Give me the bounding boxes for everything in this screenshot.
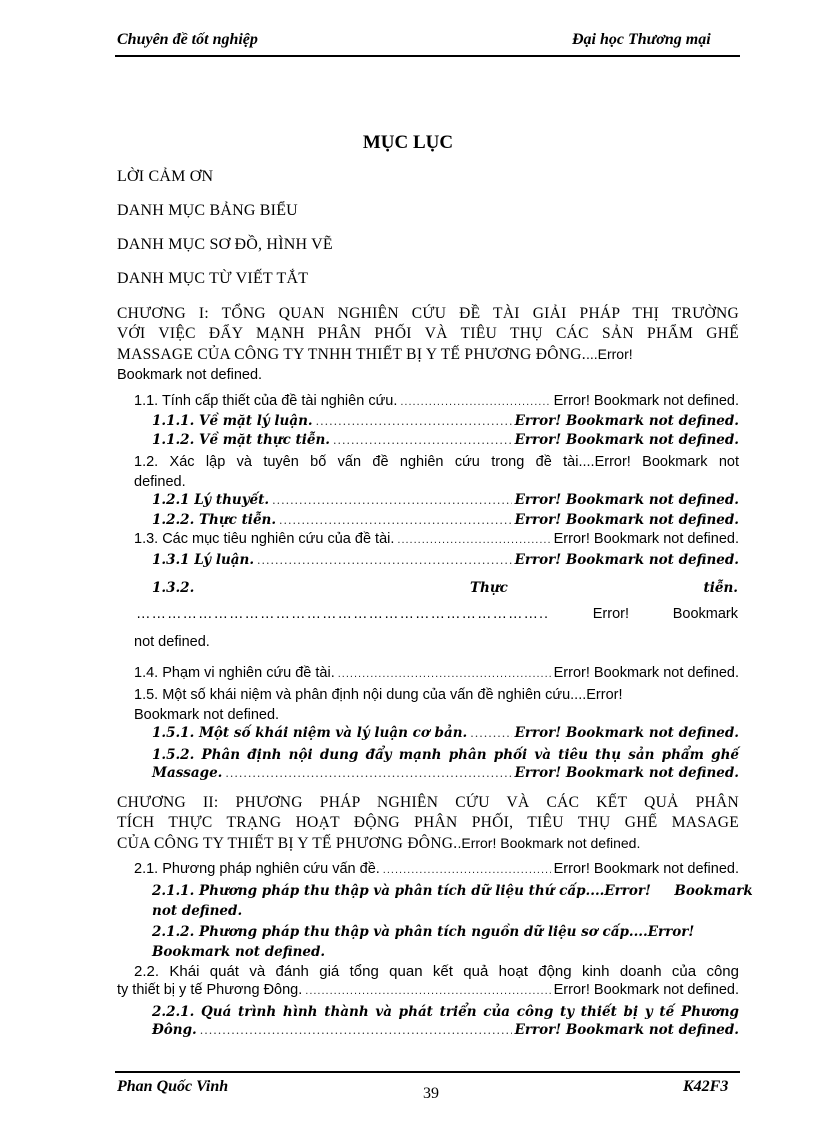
toc-entry-2-2-line-2: ty thiết bị y tế Phương Đông. ..... Error! Bookmark not defined. (117, 982, 739, 1002)
toc-entry-1-2: 1.2. Xác lập và tuyên bố vấn đề nghiên cứu trong đề tài....Error! Bookmark not defined. (134, 454, 739, 490)
toc-entry-1-2-1: 1.2.1 Lý thuyết. ..... Error! Bookmark not defined. (152, 492, 739, 512)
toc-entry-1-5: 1.5. Một số khái niệm và phân định nội dung của vấn đề nghiên cứu....Error! Bookmark not defined. (134, 687, 623, 723)
footer-rule (115, 1071, 740, 1073)
header-left: Chuyên đề tốt nghiệp (117, 31, 258, 48)
toc-entry-1-4: 1.4. Phạm vi nghiên cứu đề tài. ..... Error! Bookmark not defined. (134, 665, 739, 685)
toc-entry-2-1-2: 2.1.2. Phương pháp thu thập và phân tích nguồn dữ liệu sơ cấp....Error! Bookmark not defined. (152, 924, 695, 960)
toc-entry-2-1: 2.1. Phương pháp nghiên cứu vấn đề. ..... Error! Bookmark not defined. (134, 861, 739, 881)
toc-entry-1-2-2: 1.2.2. Thực tiễn. ..... Error! Bookmark not defined. (152, 512, 739, 532)
footer-author: Phan Quốc Vinh (117, 1078, 229, 1095)
toc-entry-1-3-2-line-3: not defined. (134, 634, 210, 650)
toc-entry-2-2-1-line-2: Đông. ..... Error! Bookmark not defined. (152, 1022, 739, 1042)
chapter-2-line-2: TÍCH THỰC TRẠNG HOẠT ĐỘNG PHÂN PHỐI, TIÊU THỤ GHẾ MASAGE (117, 814, 739, 831)
toc-entry-1-1-1: 1.1.1. Về mặt lý luận. ..... Error! Bookmark not defined. (152, 413, 739, 433)
header-rule (115, 55, 740, 57)
toc-entry-2-2-1: 2.2.1. Quá trình hình thành và phát triển của công ty thiết bị y tế Phương (152, 1004, 739, 1020)
toc-entry-acknowledgement: LỜI CẢM ƠN (117, 168, 214, 185)
toc-entry-1-5-2: 1.5.2. Phân định nội dung đẩy mạnh phân phối và tiêu thụ sản phẩm ghế (152, 747, 739, 763)
chapter-1-line-4: Bookmark not defined. (117, 367, 263, 383)
toc-entry-1-3: 1.3. Các mục tiêu nghiên cứu của đề tài. ..... Error! Bookmark not defined. (134, 531, 739, 551)
chapter-1-line-2: VỚI VIỆC ĐẨY MẠNH PHÂN PHỐI VÀ TIÊU THỤ CÁC SẢN PHẨM GHẾ (117, 325, 739, 342)
chapter-1-line-3: MASSAGE CỦA CÔNG TY TNHH THIẾT BỊ Y TẾ PHƯƠNG ĐÔNG....Error! (117, 346, 633, 363)
toc-entry-1-1: 1.1. Tính cấp thiết của đề tài nghiên cứu. ..... Error! Bookmark not defined. (134, 393, 739, 413)
header-right: Đại học Thương mại (572, 31, 711, 48)
toc-chapter-1 (117, 304, 739, 385)
toc-chapter-2 (117, 793, 739, 854)
chapter-2-line-3: CỦA CÔNG TY THIẾT BỊ Y TẾ PHƯƠNG ĐÔNG..Error! Bookmark not defined. (117, 835, 641, 852)
footer-class-code: K42F3 (683, 1078, 729, 1095)
toc-entry-2-1-1: 2.1.1. Phương pháp thu thập và phân tích dữ liệu thứ cấp....Error! Bookmark not defined. (152, 883, 753, 919)
toc-entry-1-3-2-line-2: …………………………………………………………………….. Error! Bookmark (136, 606, 738, 622)
toc-entry-1-5-1: 1.5.1. Một số khái niệm và lý luận cơ bản. ..... Error! Bookmark not defined. (152, 725, 739, 745)
page-number: 39 (423, 1085, 439, 1102)
page-title: MỤC LỤC (362, 132, 454, 153)
toc-entry-1-5-2-line-2: Massage. ..... Error! Bookmark not defined. (152, 765, 739, 785)
toc-entry-1-3-2: 1.3.2. Thực tiễn. (152, 580, 738, 596)
toc-entry-2-2: 2.2. Khái quát và đánh giá tổng quan kết quả hoạt động kinh doanh của công (134, 963, 739, 980)
toc-entry-1-1-2: 1.1.2. Về mặt thực tiễn. ..... Error! Bookmark not defined. (152, 432, 739, 452)
toc-entry-abbreviation-list: DANH MỤC TỪ VIẾT TẮT (117, 270, 309, 287)
toc-entry-table-list: DANH MỤC BẢNG BIỂU (117, 202, 298, 219)
chapter-1-line-1: CHƯƠNG I: TỔNG QUAN NGHIÊN CỨU ĐỀ TÀI GIẢI PHÁP THỊ TRƯỜNG (117, 305, 739, 322)
chapter-2-line-1: CHƯƠNG II: PHƯƠNG PHÁP NGHIÊN CỨU VÀ CÁC KẾT QUẢ PHÂN (117, 794, 739, 811)
toc-entry-1-3-1: 1.3.1 Lý luận. ..... Error! Bookmark not defined. (152, 552, 739, 572)
toc-entry-figure-list: DANH MỤC SƠ ĐỒ, HÌNH VẼ (117, 236, 333, 253)
